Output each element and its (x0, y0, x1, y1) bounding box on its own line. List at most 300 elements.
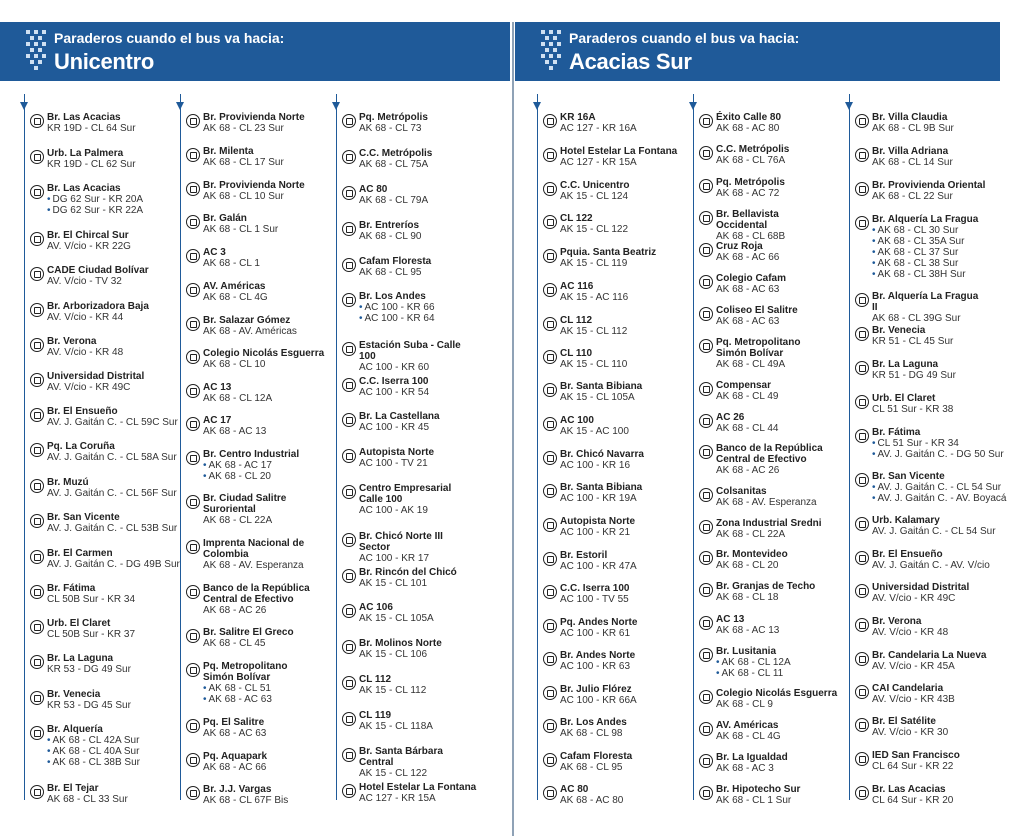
stop-address: AK 68 - CL 95 (359, 267, 422, 278)
stop-text (872, 112, 1012, 134)
stop-address-bullet: • AC 100 - KR 66 (359, 302, 499, 313)
stop-name: Br. La Laguna (872, 359, 939, 370)
stop-name: Universidad Distrital (47, 371, 145, 382)
stop-address-bullet: • AK 68 - AC 17 (203, 460, 343, 471)
stop-address: KR 51 - CL 45 Sur (872, 336, 954, 347)
stop-name: Br. El Chircal Sur (47, 230, 129, 241)
stop-address: AK 68 - CL 39G Sur (872, 313, 961, 324)
stop-name: Pq. Metropolitano Simón Bolívar (203, 661, 288, 683)
stop-text (359, 291, 499, 324)
stop-text (359, 411, 499, 433)
stop-text (203, 627, 343, 649)
bus-stop-icon (186, 451, 200, 465)
stop-text (47, 548, 187, 570)
stop-address: AV. V/cio - KR 48 (47, 347, 124, 358)
bus-stop-icon (30, 620, 44, 634)
stop-name: Colegio Nicolás Esguerra (716, 688, 838, 699)
stop-name: Pq. El Salitre (203, 717, 265, 728)
stop-address: AV. V/cio - KR 44 (47, 312, 124, 323)
stop-address: CL 64 Sur - KR 20 (872, 795, 954, 806)
bus-stop-icon (543, 350, 557, 364)
stop-text (716, 337, 856, 370)
bus-stop-icon (30, 785, 44, 799)
stop-name: Banco de la República Central de Efectivo (203, 583, 310, 605)
arrow-down-icon (20, 102, 28, 110)
stop-address-bullet: • AK 68 - CL 38 Sur (872, 258, 1012, 269)
stop-address-bullet: • AC 100 - KR 64 (359, 313, 499, 324)
bus-stop-icon (855, 584, 869, 598)
stop-address: AK 68 - AC 13 (203, 426, 267, 437)
stop-address: AK 68 - CL 67F Bis (203, 795, 289, 806)
bus-stop-icon (855, 752, 869, 766)
bus-stop-icon (699, 690, 713, 704)
stop-address-bullet: • DG 62 Sur - KR 20A (47, 194, 187, 205)
route-line (849, 94, 850, 800)
stop-text (359, 746, 499, 779)
stop-address: AK 68 - CL 1 (203, 258, 260, 269)
stop-address: AK 68 - CL 49 (716, 391, 779, 402)
stop-address: AK 15 - CL 119 (560, 258, 628, 269)
route-line (180, 94, 181, 800)
stop-text (716, 688, 856, 710)
stop-text (716, 305, 856, 327)
stop-address: AC 100 - KR 21 (560, 527, 631, 538)
stop-name: Imprenta Nacional de Colombia (203, 538, 305, 560)
stop-name: Br. Granjas de Techo (716, 581, 816, 592)
stop-address: AK 68 - CL 22A (716, 529, 786, 540)
stop-address: AV. V/cio - KR 43B (872, 694, 955, 705)
stop-address: AC 127 - KR 15A (560, 157, 637, 168)
bus-stop-icon (543, 619, 557, 633)
stop-name: AV. Américas (203, 281, 266, 292)
stop-text (203, 315, 343, 337)
bus-stop-icon (699, 211, 713, 225)
stop-address: AK 68 - AC 72 (716, 188, 780, 199)
stop-address: KR 53 - DG 45 Sur (47, 700, 131, 711)
stop-name: Br. Villa Adriana (872, 146, 949, 157)
stop-name: Br. Molinos Norte (359, 638, 442, 649)
stop-name: Colsanitas (716, 486, 767, 497)
stop-name: Br. El Tejar (47, 783, 99, 794)
stop-name: Br. Salitre El Greco (203, 627, 294, 638)
stop-address: AK 68 - CL 9B Sur (872, 123, 954, 134)
bus-stop-icon (543, 719, 557, 733)
stop-name: Autopista Norte (560, 516, 635, 527)
stop-name: Br. Fátima (872, 427, 921, 438)
stop-text (872, 427, 1012, 460)
arrow-down-icon (176, 102, 184, 110)
stop-text (203, 449, 343, 482)
stop-name: Br. J.J. Vargas (203, 784, 272, 795)
stop-name: Compensar (716, 380, 772, 391)
route-line (24, 94, 25, 800)
stop-name: C.C. Iserra 100 (359, 376, 429, 387)
stop-name: Br. Alquería (47, 724, 103, 735)
bus-stop-icon (342, 748, 356, 762)
stop-text (359, 376, 499, 398)
bus-stop-icon (30, 185, 44, 199)
bus-stop-icon (30, 373, 44, 387)
stop-text (716, 443, 856, 476)
stop-text (203, 751, 343, 773)
stop-address-bullet: • AK 68 - CL 40A Sur (47, 746, 187, 757)
bus-stop-icon (342, 533, 356, 547)
stop-name: Br. Venecia (872, 325, 926, 336)
bus-stop-icon (855, 148, 869, 162)
stop-name: Colegio Nicolás Esguerra (203, 348, 325, 359)
stop-text (203, 493, 343, 526)
stop-text (716, 784, 856, 806)
stop-text (872, 750, 1012, 772)
stop-address: AK 68 - AC 26 (716, 465, 780, 476)
stop-text (203, 717, 343, 739)
stop-text (872, 291, 1012, 324)
bus-stop-icon (30, 338, 44, 352)
bus-stop-icon (342, 378, 356, 392)
stop-address: AC 100 - KR 54 (359, 387, 430, 398)
stop-text (47, 512, 187, 534)
stop-name: AV. Américas (716, 720, 779, 731)
stop-text (47, 183, 187, 216)
stop-address: AK 15 - AC 116 (560, 292, 629, 303)
stop-address-bullet: • AK 68 - CL 38B Sur (47, 757, 187, 768)
stop-name: Br. El Satélite (872, 716, 936, 727)
stop-name: Pq. La Coruña (47, 441, 115, 452)
stop-name: Br. Verona (872, 616, 922, 627)
bus-stop-icon (186, 540, 200, 554)
stop-text (560, 516, 700, 538)
stop-name: Br. Santa Bibiana (560, 482, 643, 493)
stop-address: AK 68 - CL 68B (716, 231, 786, 242)
stop-name: Br. Las Acacias (47, 183, 121, 194)
stop-name: Br. Provivienda Oriental (872, 180, 986, 191)
bus-stop-icon (342, 784, 356, 798)
stop-text (716, 720, 856, 742)
stop-address: AK 68 - CL 22 Sur (872, 191, 953, 202)
stop-text (359, 483, 499, 516)
stop-name: CL 119 (359, 710, 392, 721)
bus-stop-icon (543, 317, 557, 331)
stop-name: Urb. Kalamary (872, 515, 940, 526)
stop-address-bullet: • AK 68 - CL 42A Sur (47, 735, 187, 746)
stop-name: Br. Bellavista Occidental (716, 209, 779, 231)
stop-address: AK 15 - CL 118A (359, 721, 433, 732)
bus-stop-icon (342, 640, 356, 654)
stop-text (872, 180, 1012, 202)
stop-text (203, 112, 343, 134)
stop-address: AK 68 - CL 23 Sur (203, 123, 284, 134)
bus-stop-icon (855, 293, 869, 307)
bus-stop-icon (699, 275, 713, 289)
stop-address: AK 68 - CL 9 (716, 699, 773, 710)
bus-stop-icon (855, 429, 869, 443)
stop-name: Br. Chicó Navarra (560, 449, 644, 460)
bus-stop-icon (855, 618, 869, 632)
panel-divider (512, 22, 514, 836)
stop-text (359, 256, 499, 278)
stop-name: Br. Santa Bárbara Central (359, 746, 443, 768)
bus-stop-icon (543, 686, 557, 700)
stop-address: AK 68 - CL 4G (716, 731, 781, 742)
stop-text (359, 567, 499, 589)
stop-text (560, 348, 700, 370)
bus-stop-icon (699, 382, 713, 396)
stop-text (47, 653, 187, 675)
bus-stop-icon (186, 585, 200, 599)
stop-name: KR 16A (560, 112, 596, 123)
stop-name: CAI Candelaria (872, 683, 944, 694)
stop-address: KR 51 - DG 49 Sur (872, 370, 956, 381)
stop-name: Br. El Carmen (47, 548, 113, 559)
stop-name: Br. Ciudad Salitre Suroriental (203, 493, 287, 515)
bus-stop-icon (342, 712, 356, 726)
bus-stop-icon (543, 786, 557, 800)
bus-stop-icon (543, 383, 557, 397)
stop-text (359, 531, 499, 564)
bus-stop-icon (543, 552, 557, 566)
bus-stop-icon (342, 293, 356, 307)
bus-stop-icon (30, 479, 44, 493)
stop-text (716, 614, 856, 636)
stop-address: AK 68 - CL 49A (716, 359, 786, 370)
stop-address: AK 68 - AC 80 (716, 123, 780, 134)
stop-address: AK 15 - CL 105A (359, 613, 434, 624)
bus-stop-icon (186, 753, 200, 767)
arrow-down-icon (332, 102, 340, 110)
stop-text (203, 281, 343, 303)
bus-stop-icon (30, 726, 44, 740)
stop-address-bullet: • AK 68 - CL 11 (716, 668, 856, 679)
bus-stop-icon (30, 408, 44, 422)
bus-stop-icon (855, 685, 869, 699)
bus-stop-icon (699, 754, 713, 768)
bus-stop-icon (699, 520, 713, 534)
bus-stop-icon (543, 283, 557, 297)
stop-address: AK 68 - AC 26 (203, 605, 267, 616)
stop-text (872, 716, 1012, 738)
stop-name: Banco de la República Central de Efectivo (716, 443, 823, 465)
stop-text (203, 146, 343, 168)
bus-stop-icon (30, 514, 44, 528)
bus-stop-icon (342, 413, 356, 427)
stop-name: Br. Estoril (560, 550, 608, 561)
bus-stop-icon (855, 327, 869, 341)
bus-stop-icon (855, 473, 869, 487)
stop-text (203, 348, 343, 370)
bus-stop-icon (855, 361, 869, 375)
stop-address: AV. J. Gaitán C. - AV. V/cio (872, 560, 990, 571)
bus-stop-icon (543, 417, 557, 431)
stop-text (47, 477, 187, 499)
bus-stop-icon (699, 786, 713, 800)
bus-stop-icon (342, 150, 356, 164)
stop-address: KR 19D - CL 64 Sur (47, 123, 136, 134)
stop-text (872, 784, 1012, 806)
stop-name: Br. Provivienda Norte (203, 180, 305, 191)
stop-text (560, 112, 700, 134)
stop-text (560, 449, 700, 471)
stop-text (560, 180, 700, 202)
bus-stop-icon (855, 652, 869, 666)
stop-text (716, 209, 856, 242)
stop-text (47, 112, 187, 134)
stop-address-bullet: • AK 68 - AC 63 (203, 694, 343, 705)
bus-stop-icon (342, 569, 356, 583)
stop-text (359, 602, 499, 624)
stop-address: AK 15 - CL 101 (359, 578, 428, 589)
bus-stop-icon (30, 232, 44, 246)
stop-address: AV. J. Gaitán C. - CL 56F Sur (47, 488, 177, 499)
stop-text (716, 241, 856, 263)
stop-text (560, 213, 700, 235)
stop-text (203, 415, 343, 437)
stop-address: AK 15 - CL 122 (560, 224, 629, 235)
stop-name: Br. San Vicente (47, 512, 120, 523)
stop-address: AK 68 - AV. Esperanza (716, 497, 817, 508)
bus-stop-icon (186, 114, 200, 128)
stop-address-bullet: • AV. J. Gaitán C. - AV. Boyacá (872, 493, 1012, 504)
stop-text (359, 148, 499, 170)
stop-name: Autopista Norte (359, 447, 434, 458)
stop-address: AC 100 - KR 17 (359, 553, 430, 564)
transmilenio-logo-icon (24, 28, 48, 74)
stop-name: Br. Verona (47, 336, 97, 347)
stop-text (716, 412, 856, 434)
bus-stop-icon (699, 243, 713, 257)
stop-text (872, 515, 1012, 537)
stop-name: AC 26 (716, 412, 745, 423)
stop-name: CADE Ciudad Bolívar (47, 265, 149, 276)
stop-address: AC 100 - KR 61 (560, 628, 631, 639)
stop-name: AC 17 (203, 415, 232, 426)
stop-name: IED San Francisco (872, 750, 960, 761)
stop-address: AK 68 - CL 33 Sur (47, 794, 128, 805)
stop-name: Br. Arborizadora Baja (47, 301, 149, 312)
bus-stop-icon (30, 550, 44, 564)
stop-address: AK 68 - CL 20 (716, 560, 779, 571)
stop-name: CL 110 (560, 348, 593, 359)
stop-name: Br. Hipotecho Sur (716, 784, 801, 795)
stop-name: Br. Chicó Norte III Sector (359, 531, 443, 553)
stop-address: AK 15 - CL 105A (560, 392, 635, 403)
stop-name: Pq. Andes Norte (560, 617, 638, 628)
stop-name: Br. Andes Norte (560, 650, 636, 661)
bus-stop-icon (543, 585, 557, 599)
bus-stop-icon (699, 307, 713, 321)
stop-text (716, 273, 856, 295)
stop-address: AV. V/cio - KR 22G (47, 241, 131, 252)
stop-address: AV. J. Gaitán C. - CL 54 Sur (872, 526, 996, 537)
bus-stop-icon (699, 179, 713, 193)
stop-name: Pquia. Santa Beatriz (560, 247, 657, 258)
stop-address: AK 68 - CL 45 (203, 638, 266, 649)
stop-name: AC 106 (359, 602, 393, 613)
stop-text (872, 582, 1012, 604)
stop-address-bullet: • AV. J. Gaitán C. - DG 50 Sur (872, 449, 1012, 460)
stop-text (359, 782, 499, 804)
bus-stop-icon (699, 414, 713, 428)
stop-text (872, 325, 1012, 347)
stop-text (560, 281, 700, 303)
stop-name: Br. Lusitania (716, 646, 777, 657)
bus-stop-icon (699, 616, 713, 630)
stop-name: C.C. Unicentro (560, 180, 630, 191)
bus-stop-icon (543, 484, 557, 498)
bus-stop-icon (855, 395, 869, 409)
stop-address: AK 15 - AC 100 (560, 426, 629, 437)
bus-stop-icon (855, 517, 869, 531)
bus-stop-icon (186, 417, 200, 431)
stop-text (716, 752, 856, 774)
transmilenio-logo-icon (539, 28, 563, 74)
stop-text (203, 382, 343, 404)
stop-text (47, 301, 187, 323)
bus-stop-icon (855, 216, 869, 230)
bus-stop-icon (342, 186, 356, 200)
stop-text (47, 783, 187, 805)
stop-name: Br. Montevideo (716, 549, 788, 560)
stop-address: AC 127 - KR 15A (359, 793, 436, 804)
stop-address: AK 68 - CL 73 (359, 123, 422, 134)
bus-stop-icon (699, 583, 713, 597)
stop-name: CL 112 (560, 315, 593, 326)
stop-name: Br. Salazar Gómez (203, 315, 291, 326)
stop-text (560, 717, 700, 739)
stop-name: Br. Villa Claudia (872, 112, 948, 123)
stop-text (716, 177, 856, 199)
stop-name: Cafam Floresta (560, 751, 633, 762)
stop-name: Br. La Castellana (359, 411, 440, 422)
stop-address-bullet: • AK 68 - CL 20 (203, 471, 343, 482)
stop-address: AK 15 - CL 106 (359, 649, 428, 660)
bus-stop-icon (855, 114, 869, 128)
stop-address: AC 127 - KR 16A (560, 123, 637, 134)
bus-stop-icon (699, 445, 713, 459)
stop-name: Br. El Ensueño (872, 549, 943, 560)
stop-name: AC 100 (560, 415, 594, 426)
stop-name: Br. Candelaria La Nueva (872, 650, 987, 661)
stop-address: AK 68 - CL 18 (716, 592, 779, 603)
stop-text (47, 265, 187, 287)
stop-address: KR 19D - CL 62 Sur (47, 159, 136, 170)
bus-stop-icon (186, 215, 200, 229)
stop-address: AK 68 - AC 63 (716, 284, 780, 295)
bus-stop-icon (543, 518, 557, 532)
stop-name: Cruz Roja (716, 241, 763, 252)
stop-text (47, 618, 187, 640)
bus-stop-icon (855, 718, 869, 732)
stop-name: Centro Empresarial Calle 100 (359, 483, 452, 505)
stop-address-bullet: • AK 68 - CL 37 Sur (872, 247, 1012, 258)
bus-stop-icon (543, 114, 557, 128)
stop-name: Colegio Cafam (716, 273, 787, 284)
stop-name: Universidad Distrital (872, 582, 970, 593)
arrow-down-icon (689, 102, 697, 110)
stop-address: AV. V/cio - KR 30 (872, 727, 949, 738)
header-unicentro (0, 22, 510, 81)
stop-name: Br. Entreríos (359, 220, 420, 231)
stop-name: AC 13 (203, 382, 232, 393)
header-acacias-sur (515, 22, 1000, 81)
stop-name: C.C. Iserra 100 (560, 583, 630, 594)
stop-address: AC 100 - TV 55 (560, 594, 629, 605)
stop-text (872, 471, 1012, 504)
stop-text (872, 549, 1012, 571)
stop-text (560, 583, 700, 605)
stop-text (47, 230, 187, 252)
stop-address: AK 15 - CL 112 (359, 685, 427, 696)
stop-name: Br. Los Andes (359, 291, 426, 302)
